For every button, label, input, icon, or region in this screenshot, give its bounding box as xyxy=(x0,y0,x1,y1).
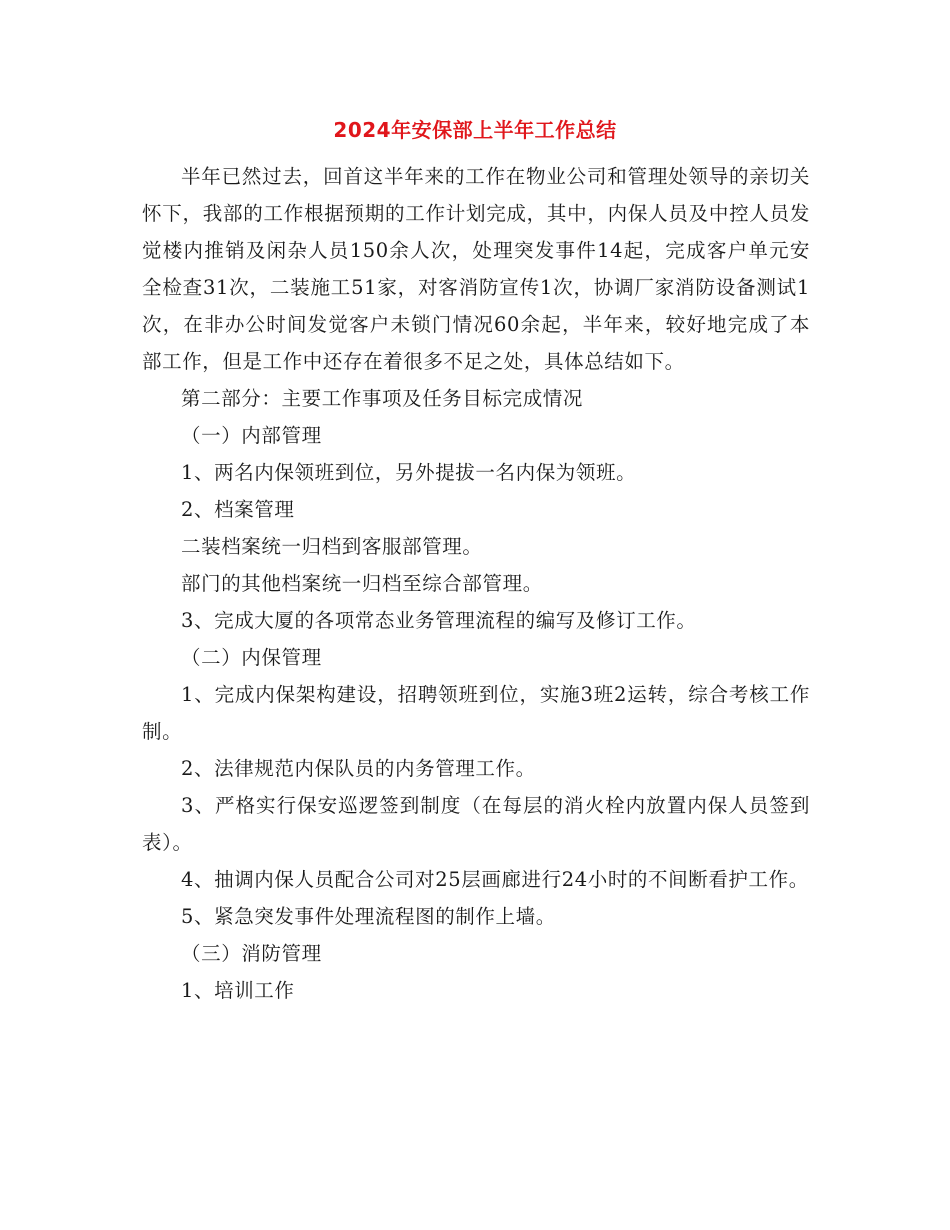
document-title: 2024年安保部上半年工作总结 xyxy=(333,118,617,142)
section-heading: 第二部分：主要工作事项及任务目标完成情况 xyxy=(181,387,584,410)
list-item-detail: 二装档案统一归档到客服部管理。 xyxy=(181,535,483,558)
list-item-detail: 部门的其他档案统一归档至综合部管理。 xyxy=(181,572,543,595)
list-item: 1、培训工作 xyxy=(181,979,295,1002)
document-body xyxy=(142,158,810,1009)
list-item: 1、两名内保领班到位，另外提拔一名内保为领班。 xyxy=(181,461,637,484)
intro-paragraph: 半年已然过去，回首这半年来的工作在物业公司和管理处领导的亲切关怀下，我部的工作根据预期的工作计划完成，其中，内保人员及中控人员发觉楼内推销及闲杂人员150余人次，处理突发事件14起，完成客户单元安全检查31次，二装施工51家，对客消防宣传1次，协调厂家消防设备测试1次，在非办公时间发觉客户未锁门情况60余起，半年来，较好地完成了本部工作，但是工作中还存在着很多不足之处，具体总结如下。 xyxy=(142,165,810,373)
list-item: 3、完成大厦的各项常态业务管理流程的编写及修订工作。 xyxy=(181,609,697,632)
subsection-heading-internal-management: （一）内部管理 xyxy=(181,424,322,447)
subsection-heading-security-management: （二）内保管理 xyxy=(181,646,322,669)
list-item: 1、完成内保架构建设，招聘领班到位，实施3班2运转，综合考核工作制。 xyxy=(142,683,810,743)
list-item: 3、严格实行保安巡逻签到制度（在每层的消火栓内放置内保人员签到表）。 xyxy=(142,794,810,854)
list-item: 2、档案管理 xyxy=(181,498,295,521)
list-item: 2、法律规范内保队员的内务管理工作。 xyxy=(181,757,536,780)
list-item: 4、抽调内保人员配合公司对25层画廊进行24小时的不间断看护工作。 xyxy=(181,868,809,891)
subsection-heading-fire-management: （三）消防管理 xyxy=(181,942,322,965)
list-item: 5、紧急突发事件处理流程图的制作上墙。 xyxy=(181,905,556,928)
